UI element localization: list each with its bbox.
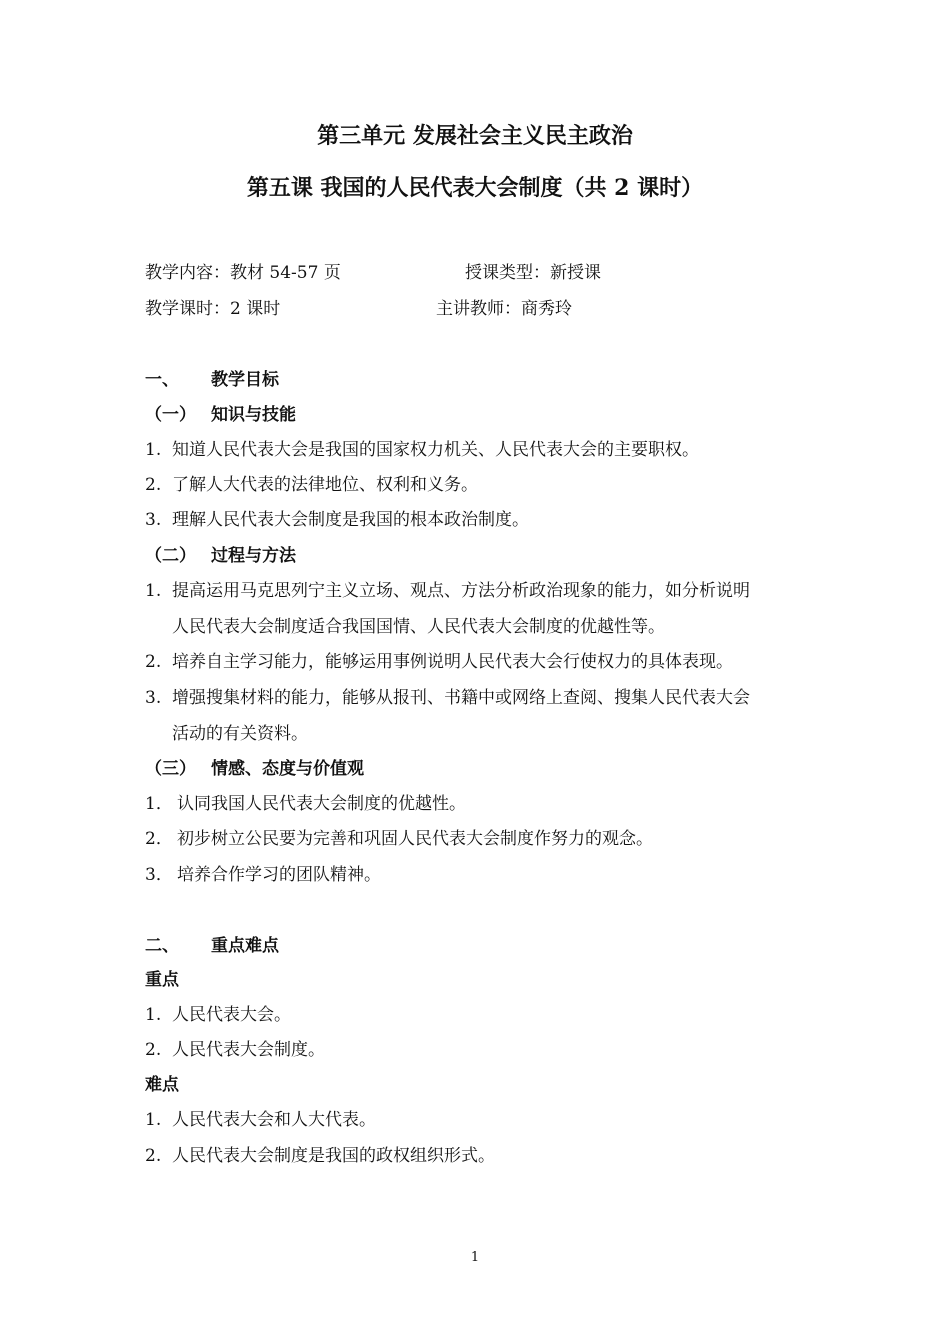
- list-item: [145, 474, 478, 496]
- section-number: 二、: [145, 936, 179, 956]
- subsection-title: 过程与方法: [211, 546, 296, 566]
- item-text: 人民代表大会和人大代表。: [172, 1110, 376, 1130]
- list-item-continuation: 人民代表大会制度适合我国国情、人民代表大会制度的优越性等。: [172, 617, 665, 637]
- subsection-heading: [145, 758, 364, 780]
- item-text: 初步树立公民要为完善和巩固人民代表大会制度作努力的观念。: [177, 829, 653, 849]
- page-number: 1: [470, 1250, 480, 1265]
- list-item: [145, 1039, 325, 1061]
- meta-type: 授课类型：新授课: [465, 263, 601, 283]
- meta-teacher: 主讲教师：商秀玲: [436, 299, 572, 319]
- list-item: [145, 793, 466, 815]
- list-item-continuation: 活动的有关资料。: [172, 724, 308, 744]
- item-number: 3.: [145, 688, 162, 708]
- meta-hours: 教学课时：2 课时: [145, 299, 281, 319]
- item-text: 培养合作学习的团队精神。: [177, 865, 381, 885]
- item-text: 人民代表大会制度是我国的政权组织形式。: [172, 1146, 495, 1166]
- key-points-heading: 重点: [145, 970, 179, 990]
- section-title: 教学目标: [211, 370, 279, 390]
- section-number: 一、: [145, 370, 179, 390]
- list-item: [145, 864, 381, 886]
- difficult-points-heading: 难点: [145, 1075, 179, 1095]
- item-number: 1.: [145, 440, 162, 460]
- section-heading: [145, 935, 279, 957]
- subsection-heading: [145, 404, 296, 426]
- item-number: 1.: [145, 1110, 162, 1130]
- item-number: 2.: [145, 652, 162, 672]
- item-text: 提高运用马克思列宁主义立场、观点、方法分析政治现象的能力，如分析说明: [172, 581, 750, 601]
- list-item: [145, 1145, 495, 1167]
- item-number: 2.: [145, 1040, 162, 1060]
- item-text: 认同我国人民代表大会制度的优越性。: [177, 794, 466, 814]
- item-number: 2．: [145, 829, 173, 849]
- item-number: 1.: [145, 1005, 162, 1025]
- subsection-title: 知识与技能: [211, 405, 296, 425]
- subsection-number: （一）: [145, 405, 196, 425]
- item-number: 1.: [145, 581, 162, 601]
- section-heading: [145, 369, 279, 391]
- list-item: [145, 509, 529, 531]
- list-item: [145, 1004, 291, 1026]
- subsection-number: （三）: [145, 759, 196, 779]
- subsection-title: 情感、态度与价值观: [211, 759, 364, 779]
- item-text: 人民代表大会制度。: [172, 1040, 325, 1060]
- item-text: 人民代表大会。: [172, 1005, 291, 1025]
- item-number: 3.: [145, 510, 162, 530]
- subsection-number: （二）: [145, 546, 196, 566]
- item-number: 1．: [145, 794, 173, 814]
- item-number: 2.: [145, 475, 162, 495]
- item-text: 理解人民代表大会制度是我国的根本政治制度。: [172, 510, 529, 530]
- unit-title: 第三单元 发展社会主义民主政治: [317, 123, 633, 149]
- item-number: 3．: [145, 865, 173, 885]
- item-text: 知道人民代表大会是我国的国家权力机关、人民代表大会的主要职权。: [172, 440, 699, 460]
- item-text: 增强搜集材料的能力，能够从报刊、书籍中或网络上查阅、搜集人民代表大会: [172, 688, 750, 708]
- list-item: [145, 687, 750, 709]
- list-item: [145, 580, 750, 602]
- list-item: [145, 828, 653, 850]
- item-text: 了解人大代表的法律地位、权利和义务。: [172, 475, 478, 495]
- subsection-heading: [145, 545, 296, 567]
- section-title: 重点难点: [211, 936, 279, 956]
- meta-content: 教学内容：教材 54-57 页: [145, 263, 341, 283]
- item-text: 培养自主学习能力，能够运用事例说明人民代表大会行使权力的具体表现。: [172, 652, 733, 672]
- list-item: [145, 651, 733, 673]
- list-item: [145, 439, 699, 461]
- list-item: [145, 1109, 376, 1131]
- lesson-title: 第五课 我国的人民代表大会制度（共 2 课时）: [246, 175, 704, 201]
- item-number: 2.: [145, 1146, 162, 1166]
